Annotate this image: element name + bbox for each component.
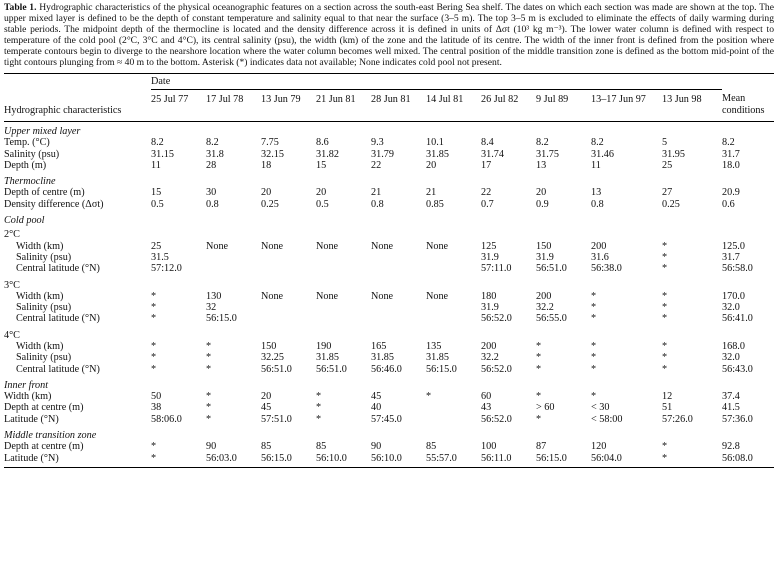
data-cell: [316, 302, 371, 313]
data-cell: 12: [662, 391, 673, 403]
mean-cell: 56:58.0: [722, 263, 753, 275]
section-heading-row: [4, 210, 774, 226]
data-cell: 32.2: [536, 302, 554, 314]
table-row: [4, 263, 774, 274]
mean-cell: 56:41.0: [722, 313, 753, 325]
data-cell: 31.8: [206, 148, 224, 160]
data-cell: [371, 302, 426, 313]
data-cell: [261, 263, 316, 274]
data-cell: 27: [662, 187, 673, 199]
data-cell: 120: [591, 441, 607, 453]
data-cell: None: [261, 290, 284, 302]
row-label: Central latitude (°N): [16, 263, 100, 275]
row-label: Salinity (psu): [16, 302, 72, 314]
data-cell: [426, 402, 481, 413]
mean-cell: 56:43.0: [722, 363, 753, 375]
data-cell: *: [536, 363, 542, 375]
mean-cell: 18.0: [722, 159, 740, 171]
data-cell: None: [426, 240, 449, 252]
mean-cell: 37.4: [722, 391, 740, 403]
data-cell: 56:46.0: [371, 363, 402, 375]
data-cell: < 30: [591, 402, 610, 414]
data-cell: 125: [481, 240, 497, 252]
data-cell: 0.9: [536, 198, 549, 210]
data-cell: *: [316, 413, 322, 425]
data-cell: 13: [536, 159, 547, 171]
data-cell: 56:38.0: [591, 263, 622, 275]
table-row: [4, 149, 774, 160]
data-cell: 31.15: [151, 148, 174, 160]
row-label: Depth at centre (m): [4, 441, 84, 453]
date-col: 9 Jul 89: [536, 89, 591, 121]
data-cell: 43: [481, 402, 492, 414]
data-cell: 0.25: [662, 198, 680, 210]
data-cell: 31.85: [316, 352, 339, 364]
data-cell: 56:15.0: [536, 453, 591, 468]
section-heading: Upper mixed layer: [4, 125, 81, 137]
data-cell: 10.1: [426, 137, 444, 149]
table-row: [4, 364, 774, 375]
data-cell: 85: [316, 441, 327, 453]
row-label: Salinity (psu): [4, 148, 60, 160]
section-heading: Middle transition zone: [4, 430, 97, 442]
data-cell: 57:26.0: [662, 413, 693, 425]
data-cell: [206, 263, 261, 274]
mean-cell: 32.0: [722, 302, 740, 314]
data-cell: 56:52.0: [481, 313, 512, 325]
date-col: 13 Jun 98: [662, 89, 722, 121]
data-cell: 190: [316, 341, 332, 352]
row-label: Depth of centre (m): [4, 187, 85, 199]
data-cell: 15: [316, 159, 327, 171]
table-caption-text: Hydrographic characteristics of the physical oceanographic features on a section across the south-east Bering Sea shelf. The dates on which each section was made are shown at the top. The upper mixed layer is defined to be the depth of constant temperature and salinity equal to that near the surface (3–5 m). The top 3–5 m is excluded to eliminate the effects of daily warming during stable periods. The midpoint depth of the thermocline is located and the density difference across it is defined in units of Δσt (10³ kg m⁻³). The lower water column is defined with respect to temperature of the cold pool (2°C, 3°C and 4°C), its central salinity (psu), the width (km) of the zone and the latitude of its centre. The width of the inner front is defined from the position where temperate contours begin to diverge to the nearshore location where the water column becomes well mixed. The central position of the middle transition zone is defined as the bottom mid-point of the tight contours plunging from ≈ 40 m to the bottom. Asterisk (*) indicates data not available; None indicates cold pool not present.: [4, 2, 774, 69]
data-cell: 56:15.0: [426, 363, 457, 375]
row-label: Width (km): [16, 290, 64, 302]
data-cell: 38: [151, 402, 162, 414]
data-cell: [261, 313, 316, 324]
section-heading-row: [4, 425, 774, 441]
date-header: Date: [151, 73, 722, 89]
data-cell: [206, 252, 261, 263]
data-cell: 0.85: [426, 198, 444, 210]
mean-cell: 125.0: [722, 240, 745, 252]
data-cell: 0.25: [261, 198, 279, 210]
table-row: [4, 402, 774, 413]
data-cell: [426, 263, 481, 274]
data-cell: *: [151, 453, 206, 468]
data-cell: 20: [316, 187, 327, 199]
mean-col-header: [722, 89, 774, 121]
data-cell: 150: [261, 341, 277, 352]
mean-cell: 31.7: [722, 148, 740, 160]
data-cell: 165: [371, 341, 387, 352]
row-label: Central latitude (°N): [16, 363, 100, 375]
data-cell: 31.85: [426, 352, 449, 364]
data-cell: 57:12.0: [151, 263, 182, 275]
data-cell: 7.75: [261, 137, 279, 149]
data-cell: 31.9: [481, 251, 499, 263]
data-cell: [316, 263, 371, 274]
data-cell: 32.15: [261, 148, 284, 160]
mean-header-line2: conditions: [722, 104, 765, 116]
data-cell: *: [591, 391, 597, 403]
row-label: Latitude (°N): [4, 413, 59, 425]
data-cell: *: [536, 352, 542, 364]
data-cell: 45: [371, 391, 382, 403]
data-cell: *: [662, 341, 668, 352]
data-cell: 56:51.0: [536, 263, 567, 275]
data-cell: [371, 313, 426, 324]
data-cell: 56:55.0: [536, 313, 567, 325]
section-heading: Inner front: [4, 379, 49, 391]
data-cell: 20: [261, 391, 272, 403]
subsection-heading-row: [4, 226, 774, 240]
data-cell: 56:15.0: [206, 313, 237, 325]
date-col: 13–17 Jun 97: [591, 89, 662, 121]
section-heading: Cold pool: [4, 215, 45, 227]
data-cell: 31.9: [536, 251, 554, 263]
data-cell: 87: [536, 441, 547, 453]
data-cell: 32.25: [261, 352, 284, 364]
data-cell: *: [426, 391, 432, 403]
table-row: [4, 352, 774, 363]
data-cell: 57:51.0: [261, 413, 292, 425]
data-cell: 0.7: [481, 198, 494, 210]
data-cell: 100: [481, 441, 497, 453]
data-cell: *: [206, 363, 212, 375]
data-cell: *: [662, 302, 668, 314]
data-cell: [316, 313, 371, 324]
data-cell: 130: [206, 290, 222, 302]
data-cell: 0.5: [151, 198, 164, 210]
data-cell: 31.6: [591, 251, 609, 263]
data-cell: [371, 252, 426, 263]
data-cell: *: [662, 352, 668, 364]
data-cell: 20: [426, 159, 437, 171]
table-row: [4, 441, 774, 452]
mean-cell: 0.6: [722, 198, 735, 210]
data-cell: [261, 302, 316, 313]
data-cell: *: [151, 341, 157, 352]
table-row: [4, 313, 774, 324]
data-cell: [426, 252, 481, 263]
data-cell: 200: [591, 240, 607, 252]
data-cell: None: [426, 290, 449, 302]
section-heading: Thermocline: [4, 176, 56, 188]
data-cell: 200: [536, 290, 552, 302]
data-cell: 20: [261, 187, 272, 199]
data-cell: *: [536, 413, 542, 425]
data-cell: 56:15.0: [261, 453, 316, 468]
table-row: [4, 199, 774, 210]
data-cell: 57:11.0: [481, 263, 512, 275]
data-cell: None: [371, 290, 394, 302]
data-cell: *: [591, 341, 597, 352]
row-label: Width (km): [16, 341, 64, 352]
data-cell: 135: [426, 341, 442, 352]
table-row: [4, 414, 774, 425]
data-cell: [261, 252, 316, 263]
data-cell: 5: [662, 137, 668, 149]
data-cell: 18: [261, 159, 272, 171]
row-label: Temp. (°C): [4, 137, 50, 149]
date-col: 14 Jul 81: [426, 89, 481, 121]
data-cell: 85: [261, 441, 272, 453]
data-cell: *: [151, 352, 157, 364]
data-cell: 8.2: [536, 137, 549, 149]
data-cell: *: [662, 240, 668, 252]
table-caption-label: Table 1.: [4, 2, 37, 13]
mean-cell: 8.2: [722, 137, 735, 149]
data-cell: 56:51.0: [316, 363, 347, 375]
date-col: 28 Jun 81: [371, 89, 426, 121]
section-heading-row: [4, 171, 774, 187]
table-row: [4, 302, 774, 313]
data-cell: 56:51.0: [261, 363, 292, 375]
mean-header-line1: Mean: [722, 93, 746, 105]
data-cell: None: [316, 240, 339, 252]
row-label: Density difference (Δσt): [4, 198, 104, 210]
data-cell: 31.95: [662, 148, 685, 160]
data-cell: None: [316, 290, 339, 302]
data-cell: 56:04.0: [591, 453, 662, 468]
mean-cell: 31.7: [722, 251, 740, 263]
data-cell: 31.79: [371, 148, 394, 160]
data-cell: [426, 302, 481, 313]
mean-cell: 168.0: [722, 341, 745, 352]
data-cell: None: [371, 240, 394, 252]
data-cell: 30: [206, 187, 217, 199]
data-cell: 56:03.0: [206, 453, 261, 468]
hydrographic-table: [4, 73, 774, 468]
data-cell: 56:52.0: [481, 363, 512, 375]
row-label-header: Hydrographic characteristics: [4, 89, 151, 121]
data-cell: *: [151, 290, 157, 302]
table-row: [4, 391, 774, 402]
data-cell: 56:52.0: [481, 413, 512, 425]
subsection-heading: 4°C: [4, 329, 20, 341]
section-heading-row: [4, 121, 774, 137]
data-cell: 20: [536, 187, 547, 199]
mean-cell: 32.0: [722, 352, 740, 364]
table-row: [4, 252, 774, 263]
table-row: [4, 291, 774, 302]
data-cell: 31.46: [591, 148, 614, 160]
data-cell: 150: [536, 240, 552, 252]
data-cell: 56:10.0: [316, 453, 371, 468]
data-cell: 90: [371, 441, 382, 453]
data-cell: *: [662, 263, 668, 275]
data-cell: 31.75: [536, 148, 559, 160]
data-cell: 31.5: [151, 251, 169, 263]
data-cell: 45: [261, 402, 272, 414]
date-col: 13 Jun 79: [261, 89, 316, 121]
data-cell: *: [662, 441, 668, 453]
subsection-heading-row: [4, 275, 774, 291]
data-cell: *: [662, 251, 668, 263]
data-cell: 58:06.0: [151, 413, 182, 425]
data-cell: 0.8: [591, 198, 604, 210]
section-heading-row: [4, 375, 774, 391]
table-row: [4, 341, 774, 352]
data-cell: *: [591, 290, 597, 302]
mean-cell: 170.0: [722, 290, 745, 302]
data-cell: 31.74: [481, 148, 504, 160]
header-row-date: [4, 73, 774, 89]
mean-cell: 56:08.0: [722, 453, 774, 468]
subsection-heading: 3°C: [4, 279, 20, 291]
data-cell: 25: [151, 240, 162, 252]
data-cell: *: [206, 413, 212, 425]
mean-cell: 92.8: [722, 441, 740, 453]
data-cell: 11: [591, 159, 601, 171]
data-cell: *: [536, 341, 542, 352]
data-cell: *: [591, 363, 597, 375]
subsection-heading: 2°C: [4, 229, 20, 241]
data-cell: [426, 313, 481, 324]
table-row: [4, 137, 774, 148]
data-cell: 200: [481, 341, 497, 352]
data-cell: *: [151, 302, 157, 314]
data-cell: 32: [206, 302, 217, 314]
table-figure: [4, 0, 774, 468]
date-col: 17 Jul 78: [206, 89, 261, 121]
data-cell: [426, 414, 481, 425]
data-cell: 57:45.0: [371, 413, 402, 425]
data-cell: 8.4: [481, 137, 494, 149]
data-cell: *: [151, 441, 157, 453]
data-cell: 56:10.0: [371, 453, 426, 468]
data-cell: 21: [426, 187, 437, 199]
data-cell: 60: [481, 391, 492, 403]
data-cell: 31.9: [481, 302, 499, 314]
data-cell: *: [151, 363, 157, 375]
data-cell: 50: [151, 391, 162, 403]
row-label: Central latitude (°N): [16, 313, 100, 325]
data-cell: *: [591, 352, 597, 364]
data-cell: < 58:00: [591, 413, 623, 425]
data-cell: 8.2: [591, 137, 604, 149]
data-cell: 0.8: [371, 198, 384, 210]
data-cell: 85: [426, 441, 437, 453]
mean-cell: 41.5: [722, 402, 740, 414]
data-cell: 180: [481, 290, 497, 302]
data-cell: 8.2: [206, 137, 219, 149]
table-caption: [4, 2, 774, 69]
date-col: 26 Jul 82: [481, 89, 536, 121]
data-cell: *: [316, 402, 322, 414]
row-label: Salinity (psu): [16, 251, 72, 263]
data-cell: 40: [371, 402, 382, 414]
table-row: [4, 453, 774, 468]
data-cell: *: [151, 313, 157, 325]
data-cell: 9.3: [371, 137, 384, 149]
data-cell: *: [206, 352, 212, 364]
row-label: Width (km): [4, 391, 52, 403]
data-cell: 55:57.0: [426, 453, 481, 468]
mean-cell: 57:36.0: [722, 413, 753, 425]
table-row: [4, 187, 774, 198]
data-cell: 28: [206, 159, 217, 171]
data-cell: *: [206, 402, 212, 414]
date-col: 25 Jul 77: [151, 89, 206, 121]
data-cell: *: [662, 453, 722, 468]
data-cell: 11: [151, 159, 161, 171]
data-cell: 51: [662, 402, 673, 414]
data-cell: > 60: [536, 402, 555, 414]
data-cell: 31.85: [371, 352, 394, 364]
data-cell: 0.5: [316, 198, 329, 210]
data-cell: None: [261, 240, 284, 252]
row-label: Depth (m): [4, 159, 47, 171]
data-cell: 31.85: [426, 148, 449, 160]
data-cell: 21: [371, 187, 382, 199]
data-cell: 25: [662, 159, 673, 171]
data-cell: *: [316, 391, 322, 403]
data-cell: *: [662, 363, 668, 375]
data-cell: *: [536, 391, 542, 403]
data-cell: 17: [481, 159, 492, 171]
data-cell: 22: [371, 159, 382, 171]
subsection-heading-row: [4, 325, 774, 341]
row-label: Salinity (psu): [16, 352, 72, 364]
mean-cell: 20.9: [722, 187, 740, 199]
header-row-columns: [4, 89, 774, 121]
data-cell: 8.2: [151, 137, 164, 149]
row-label: Width (km): [16, 240, 64, 252]
data-cell: 13: [591, 187, 602, 199]
data-cell: 90: [206, 441, 217, 453]
data-cell: *: [206, 341, 212, 352]
data-cell: 56:11.0: [481, 453, 536, 468]
data-cell: 22: [481, 187, 492, 199]
table-row: [4, 241, 774, 252]
data-cell: *: [591, 313, 597, 325]
data-cell: *: [206, 391, 212, 403]
row-label: Latitude (°N): [4, 453, 151, 468]
data-cell: 31.82: [316, 148, 339, 160]
data-cell: 32.2: [481, 352, 499, 364]
data-cell: [371, 263, 426, 274]
data-cell: 8.6: [316, 137, 329, 149]
table-row: [4, 160, 774, 171]
row-label: Depth at centre (m): [4, 402, 84, 414]
data-cell: *: [662, 290, 668, 302]
data-cell: 15: [151, 187, 162, 199]
data-cell: *: [662, 313, 668, 325]
data-cell: *: [591, 302, 597, 314]
data-cell: 0.8: [206, 198, 219, 210]
date-col: 21 Jun 81: [316, 89, 371, 121]
data-cell: [316, 252, 371, 263]
data-cell: None: [206, 240, 229, 252]
